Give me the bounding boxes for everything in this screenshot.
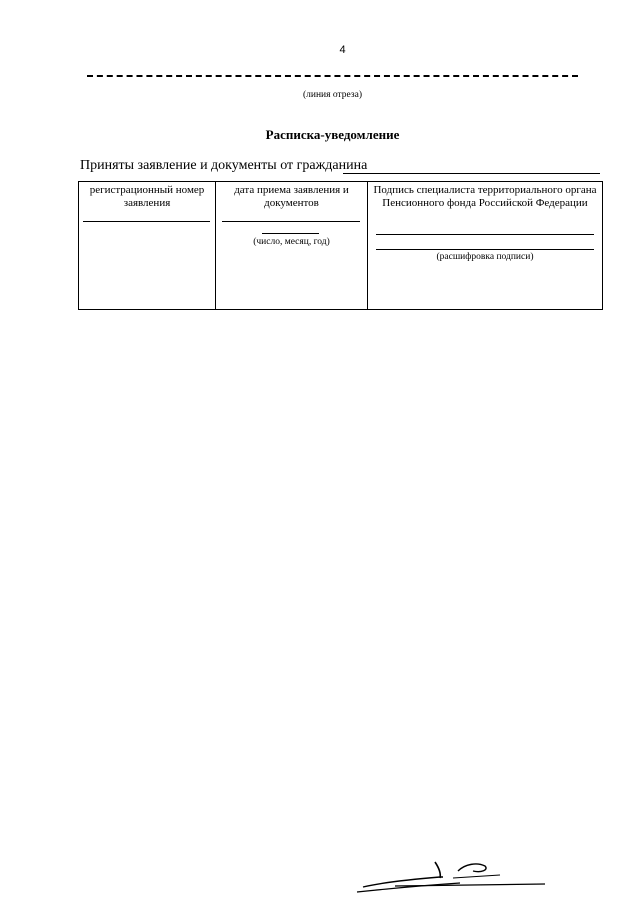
signature-line	[376, 234, 594, 235]
specialist-signature-header: Подпись специалиста территориального органа Пенсионного фонда Российской Федерации	[373, 184, 597, 209]
receipt-date-cell[interactable]	[216, 182, 368, 309]
registration-number-line	[83, 221, 210, 222]
handwritten-signature	[355, 852, 550, 902]
receipt-date-line	[222, 221, 360, 222]
cut-line-caption: (линия отреза)	[302, 90, 362, 100]
registration-number-header: регистрационный номер заявления	[89, 184, 205, 209]
receipt-title: Расписка-уведомление	[265, 127, 400, 142]
signature-transcript-line	[376, 249, 594, 250]
receipt-table	[78, 181, 603, 310]
signature-transcript-caption: (расшифровка подписи)	[436, 252, 534, 262]
cut-line	[87, 75, 578, 77]
specialist-signature-cell[interactable]	[368, 182, 602, 309]
receipt-date-caption: (число, месяц, год)	[253, 237, 330, 247]
receipt-intro: Приняты заявление и документы от гражданина	[80, 158, 368, 173]
citizen-name-field[interactable]	[343, 173, 600, 174]
receipt-date-short-line	[262, 233, 319, 234]
registration-number-cell[interactable]	[79, 182, 216, 309]
page-number: 4	[339, 44, 346, 56]
receipt-date-header: дата приема заявления и документов	[234, 184, 349, 209]
